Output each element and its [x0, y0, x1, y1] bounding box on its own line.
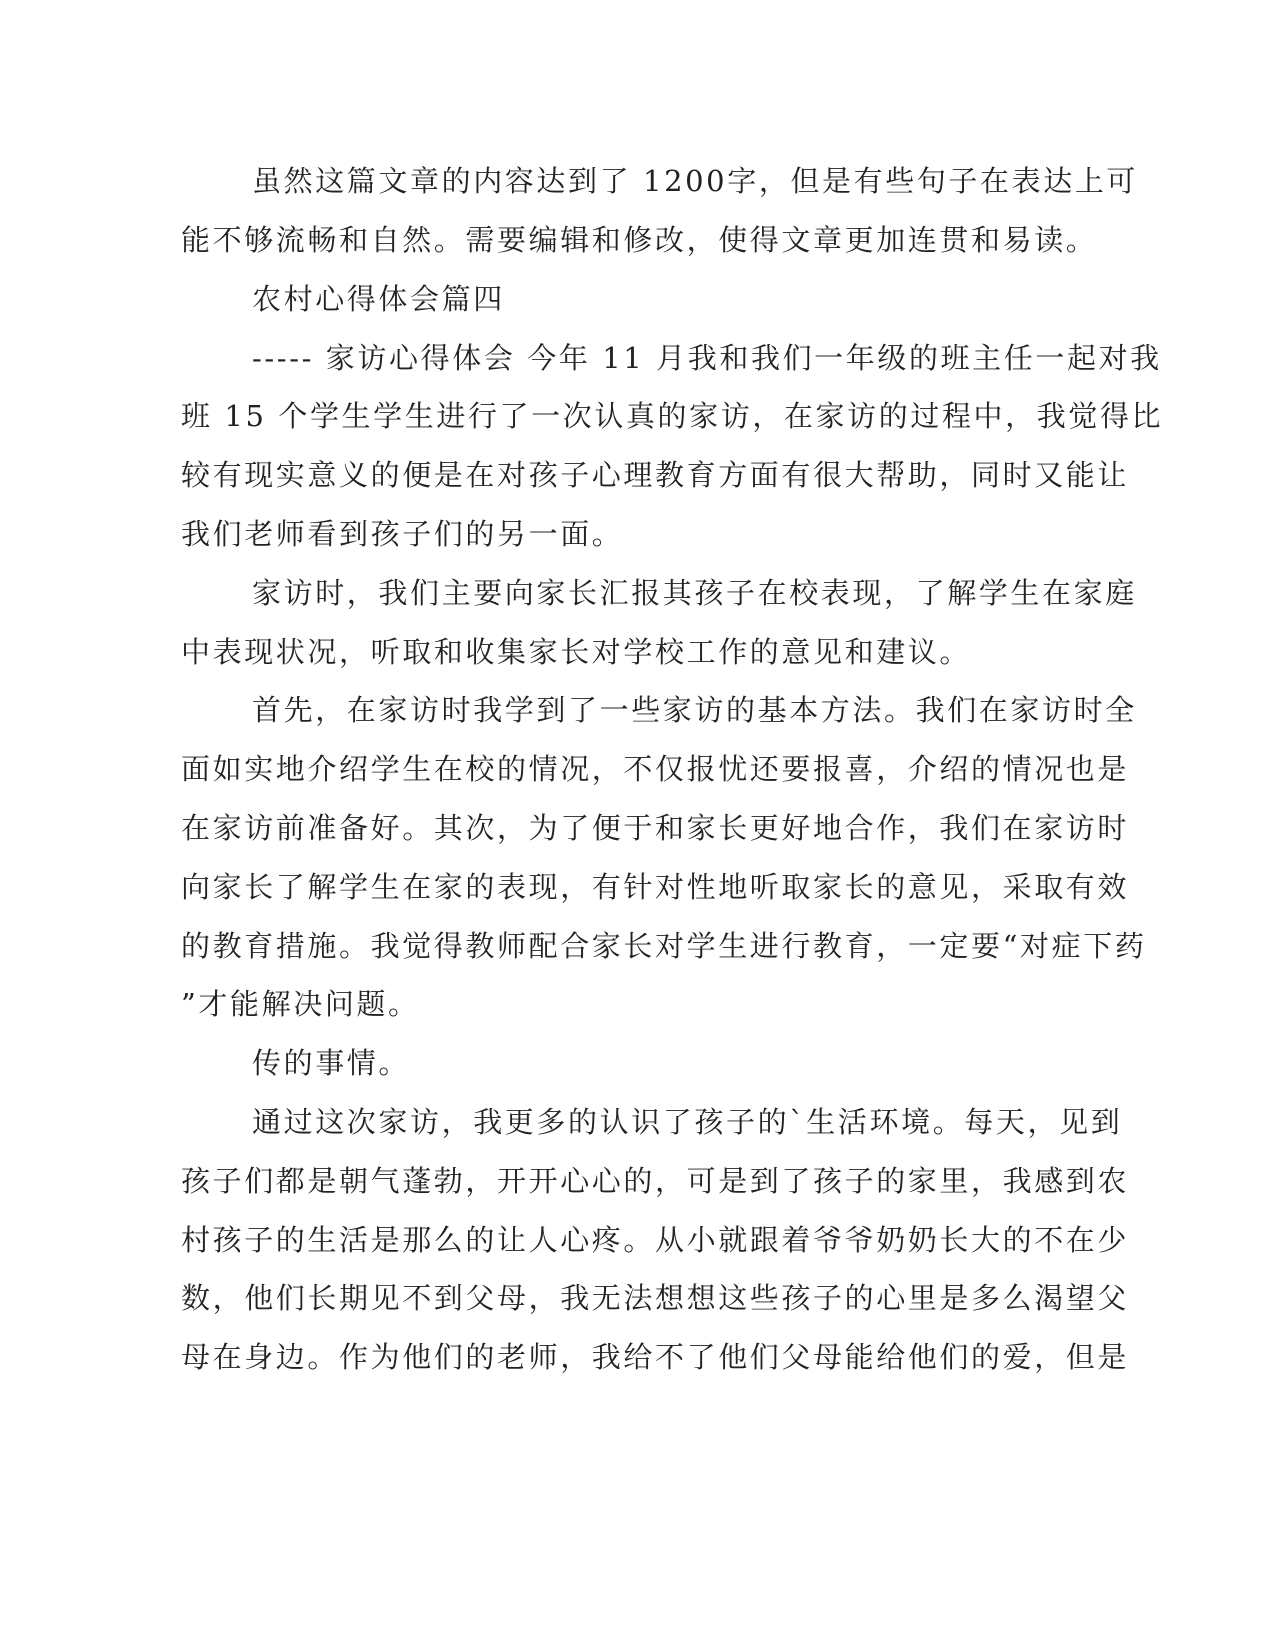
- text-line: 家访时，我们主要向家长汇报其孩子在校表现，了解学生在家庭: [252, 576, 1137, 610]
- text-line: 首先，在家访时我学到了一些家访的基本方法。我们在家访时全: [252, 693, 1137, 727]
- text-line: 传的事情。: [252, 1046, 411, 1080]
- text-line: ----- 家访心得体会 今年 11 月我和我们一年级的班主任一起对我: [252, 341, 1162, 375]
- text-line: 村孩子的生活是那么的让人心疼。从小就跟着爷爷奶奶长大的不在少: [181, 1223, 1130, 1257]
- text-line: 面如实地介绍学生在校的情况，不仅报忧还要报喜，介绍的情况也是: [181, 752, 1130, 786]
- section-heading: 农村心得体会篇四: [252, 282, 505, 316]
- text-line: 在家访前准备好。其次，为了便于和家长更好地合作，我们在家访时: [181, 811, 1130, 845]
- text-line: 数，他们长期见不到父母，我无法想想这些孩子的心里是多么渴望父: [181, 1281, 1130, 1315]
- text-line: 通过这次家访，我更多的认识了孩子的`生活环境。每天，见到: [252, 1105, 1123, 1139]
- text-line: 较有现实意义的便是在对孩子心理教育方面有很大帮助，同时又能让: [181, 458, 1130, 492]
- text-line: 的教育措施。我觉得教师配合家长对学生进行教育，一定要“对症下药: [181, 929, 1147, 963]
- text-line: 班 15 个学生学生进行了一次认真的家访，在家访的过程中，我觉得比: [181, 399, 1164, 433]
- text-line: 虽然这篇文章的内容达到了 1200字，但是有些句子在表达上可: [252, 164, 1139, 198]
- text-line: 孩子们都是朝气蓬勃，开开心心的，可是到了孩子的家里，我感到农: [181, 1164, 1130, 1198]
- text-line: 我们老师看到孩子们的另一面。: [181, 517, 624, 551]
- text-line: 能不够流畅和自然。需要编辑和修改，使得文章更加连贯和易读。: [181, 223, 1098, 257]
- text-line: ”才能解决问题。: [181, 987, 420, 1021]
- text-line: 母在身边。作为他们的老师，我给不了他们父母能给他们的爱，但是: [181, 1340, 1130, 1374]
- text-line: 中表现状况，听取和收集家长对学校工作的意见和建议。: [181, 635, 972, 669]
- text-line: 向家长了解学生在家的表现，有针对性地听取家长的意见，采取有效: [181, 870, 1130, 904]
